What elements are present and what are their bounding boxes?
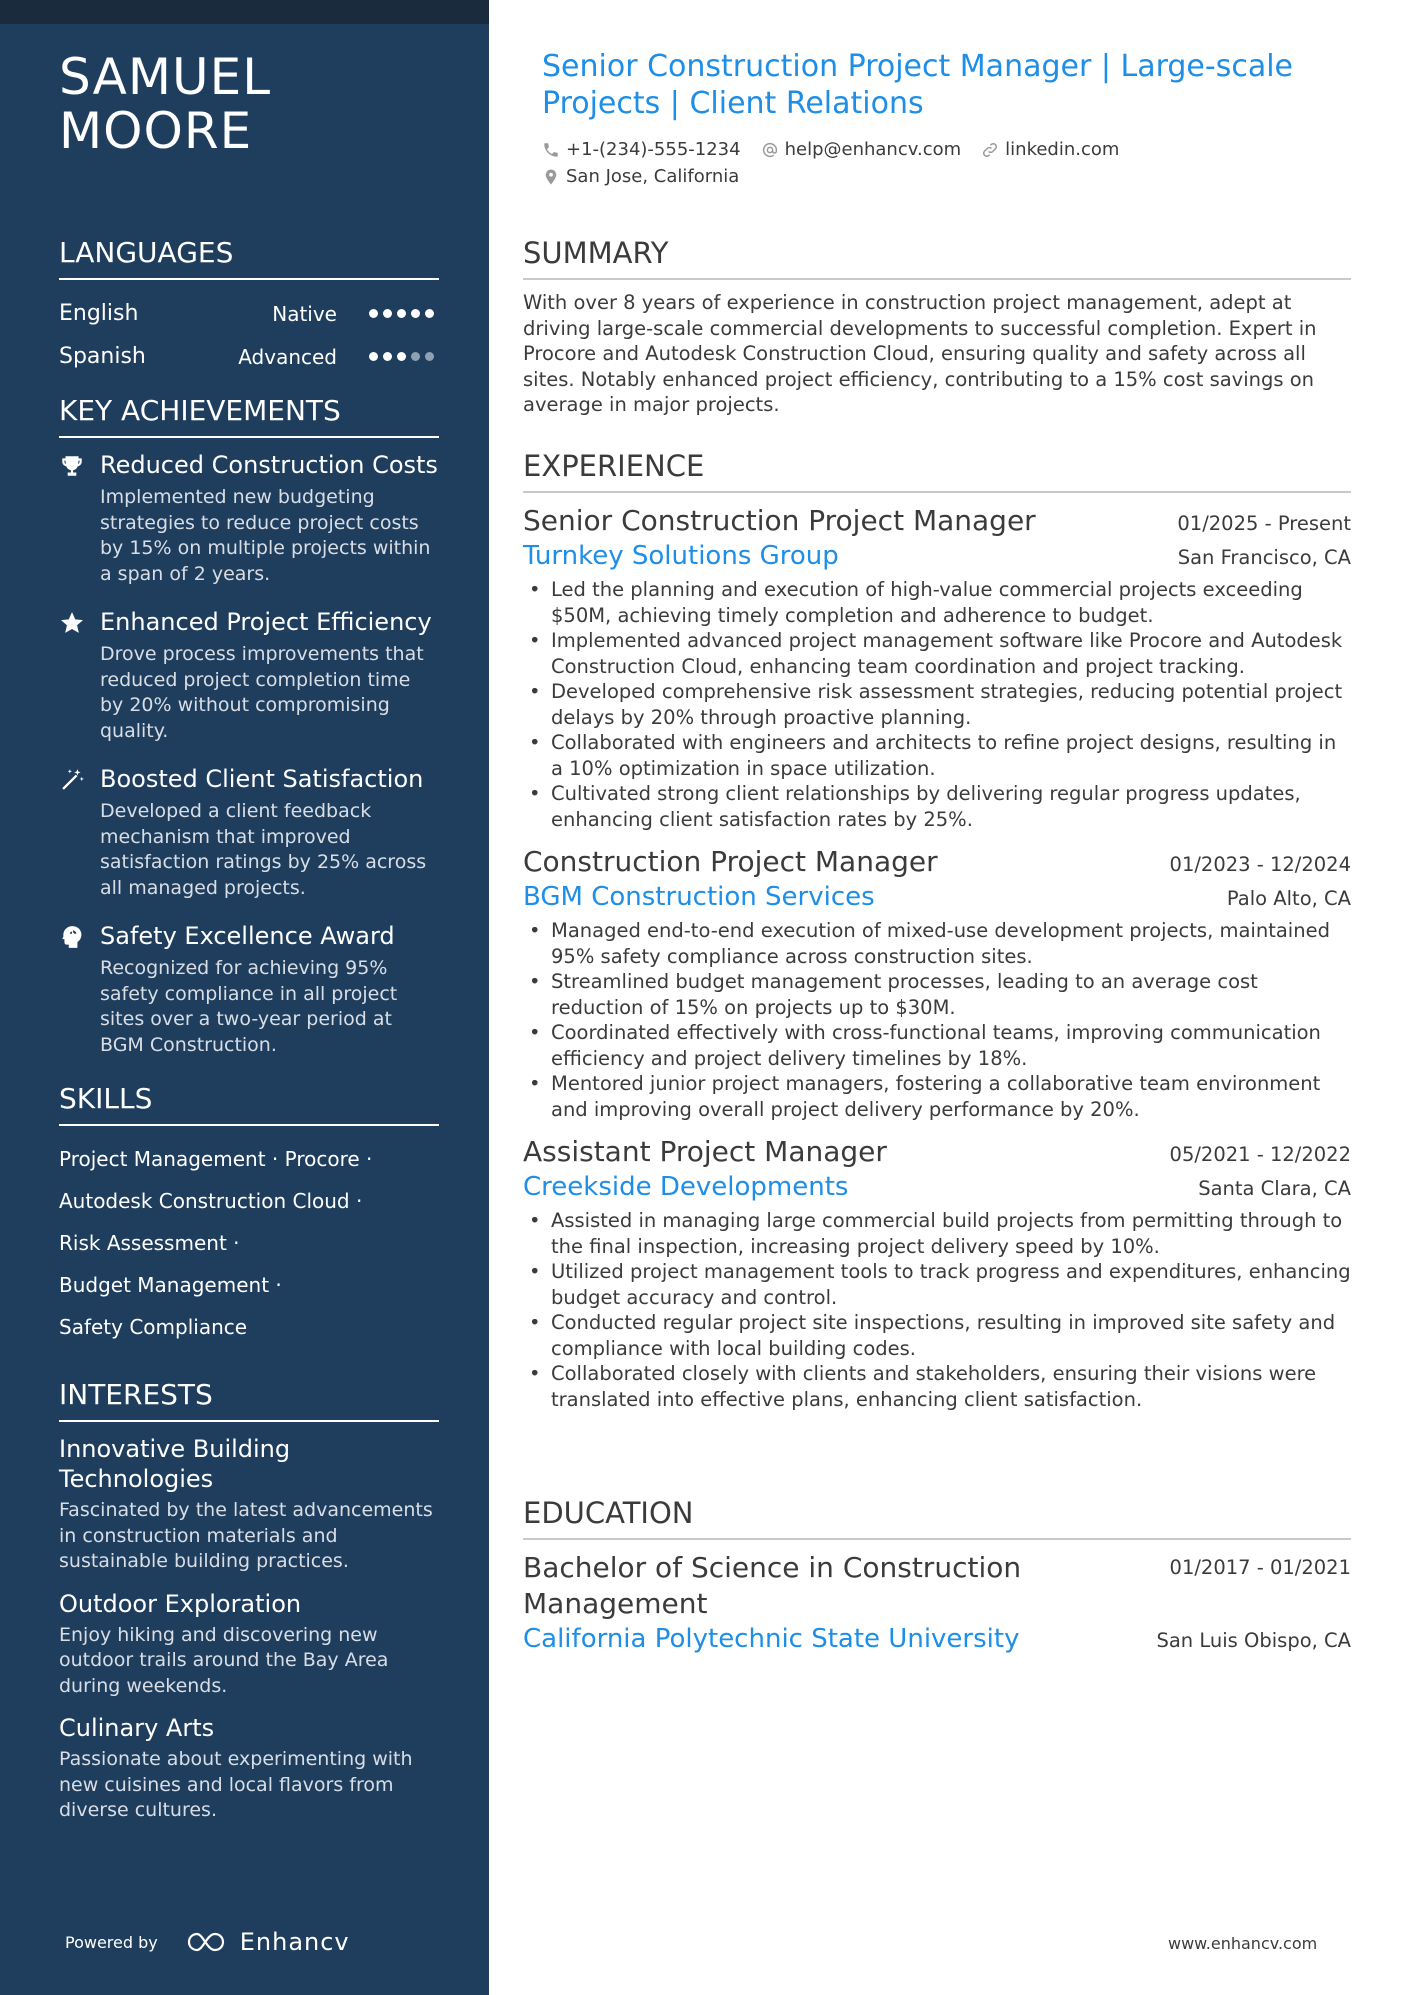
education-title: EDUCATION — [523, 1496, 1351, 1540]
phone-icon — [542, 141, 560, 159]
skill-line: Budget Management · — [59, 1273, 282, 1297]
experience-title: EXPERIENCE — [523, 449, 1351, 493]
job-entry — [523, 503, 1351, 832]
at-sign-icon — [761, 141, 779, 159]
language-level: Native — [272, 301, 337, 326]
job-dates: 01/2025 - Present — [1177, 512, 1351, 535]
interest-item — [59, 1434, 439, 1575]
candidate-name — [59, 50, 439, 158]
language-row — [59, 335, 439, 378]
dot-filled — [397, 352, 406, 361]
dot-filled — [397, 309, 406, 318]
phone-text: +1-(234)-555-1234 — [566, 139, 741, 160]
dot-filled — [369, 352, 378, 361]
interest-description: Enjoy hiking and discovering new outdoor trails around the Bay Area during weekends. — [59, 1623, 389, 1697]
job-bullets — [523, 1208, 1351, 1412]
dot-filled — [369, 309, 378, 318]
interests-section — [59, 1378, 439, 1838]
job-dates: 05/2021 - 12/2022 — [1169, 1143, 1351, 1166]
sidebar — [0, 0, 489, 1995]
interest-title: Outdoor Exploration — [59, 1589, 302, 1618]
first-name: SAMUEL — [59, 48, 272, 106]
job-bullet: • Coordinated effectively with cross-functional teams, improving communication efficiency and project delivery timelines by 18%. — [523, 1020, 1351, 1071]
summary-text: With over 8 years of experience in construction project management, adept at driving large-scale commercial developments to successful completion. Expert in Procore and Autodesk Construction Cloud, ensuring quality and safety across all sites. Notably enhanced project efficiency, contributing to a 15% cost savings on average in major projects. — [523, 291, 1317, 416]
job-role: Assistant Project Manager — [523, 1135, 887, 1168]
job-location: Santa Clara, CA — [1198, 1177, 1351, 1200]
education-school[interactable]: California Polytechnic State University — [523, 1624, 1020, 1654]
achievement-description: Developed a client feedback mechanism that improved satisfaction ratings by 25% across all managed projects. — [100, 800, 427, 899]
linkedin-item[interactable] — [981, 139, 1119, 160]
location-pin-icon — [542, 168, 560, 186]
powered-by-label: Powered by — [65, 1932, 158, 1952]
achievement-description: Drove process improvements that reduced project completion time by 20% without compromising quality. — [100, 643, 424, 742]
interest-title: Innovative Building Technologies — [59, 1435, 291, 1493]
sidebar-top-strip — [0, 0, 489, 24]
dot-empty — [425, 352, 434, 361]
job-entry — [523, 844, 1351, 1122]
job-company[interactable]: Creekside Developments — [523, 1172, 849, 1202]
job-bullet: • Implemented advanced project management software like Procore and Autodesk Construction Cloud, enhancing team coordination and project tracking. — [523, 628, 1351, 679]
linkedin-text: linkedin.com — [1005, 139, 1120, 160]
contact-info — [542, 136, 1119, 190]
job-company[interactable]: BGM Construction Services — [523, 882, 875, 912]
interest-item — [59, 1589, 439, 1700]
phone-item[interactable] — [542, 139, 741, 160]
achievements-title: KEY ACHIEVEMENTS — [59, 394, 439, 438]
link-icon — [981, 141, 999, 159]
achievement-item — [59, 607, 439, 744]
location-text: San Jose, California — [566, 166, 740, 187]
dot-filled — [425, 309, 434, 318]
job-company[interactable]: Turnkey Solutions Group — [523, 541, 839, 571]
achievement-item — [59, 921, 439, 1058]
interest-description: Fascinated by the latest advancements in construction materials and sustainable building practices. — [59, 1499, 433, 1572]
interest-title: Culinary Arts — [59, 1714, 215, 1742]
achievement-item — [59, 450, 439, 587]
achievement-item — [59, 764, 439, 901]
achievement-title: Enhanced Project Efficiency — [100, 608, 432, 636]
job-bullet: • Collaborated with engineers and architects to refine project designs, resulting in a 10% optimization in space utilization. — [523, 730, 1351, 781]
education-dates: 01/2017 - 01/2021 — [1169, 1556, 1351, 1579]
footer-website[interactable]: www.enhancv.com — [1168, 1934, 1318, 1953]
achievement-title: Reduced Construction Costs — [100, 451, 438, 479]
skill-line: Risk Assessment · — [59, 1231, 240, 1255]
job-bullet: • Mentored junior project managers, fostering a collaborative team environment and improving overall project delivery performance by 20%. — [523, 1071, 1351, 1122]
dot-filled — [411, 309, 420, 318]
star-icon — [59, 610, 85, 636]
infinity-logo-icon — [186, 1930, 232, 1954]
achievement-title: Boosted Client Satisfaction — [100, 765, 424, 793]
job-bullets — [523, 577, 1351, 832]
job-bullet: • Developed comprehensive risk assessment strategies, reducing potential project delays by 20% through proactive planning. — [523, 679, 1351, 730]
brand-name: Enhancv — [239, 1928, 350, 1956]
achievement-description: Implemented new budgeting strategies to reduce project costs by 15% on multiple projects within a span of 2 years. — [100, 486, 431, 585]
location-item — [542, 166, 739, 187]
job-entry — [523, 1134, 1351, 1412]
job-bullet: • Streamlined budget management processes, leading to an average cost reduction of 15% on projects up to $30M. — [523, 969, 1351, 1020]
job-role: Senior Construction Project Manager — [523, 504, 1036, 537]
job-dates: 01/2023 - 12/2024 — [1169, 853, 1351, 876]
education-location: San Luis Obispo, CA — [1156, 1629, 1351, 1652]
languages-section — [59, 236, 439, 378]
powered-by — [65, 1928, 350, 1956]
job-bullet: • Managed end-to-end execution of mixed-use development projects, maintained 95% safety compliance across construction sites. — [523, 918, 1351, 969]
last-name: MOORE — [59, 102, 253, 160]
achievement-title: Safety Excellence Award — [100, 922, 395, 950]
dot-filled — [383, 352, 392, 361]
job-bullet: • Collaborated closely with clients and stakeholders, ensuring their visions were translated into effective plans, enhancing client satisfaction. — [523, 1361, 1351, 1412]
interest-description: Passionate about experimenting with new cuisines and local flavors from diverse cultures. — [59, 1748, 413, 1821]
achievement-description: Recognized for achieving 95% safety compliance in all project sites over a two-year period at BGM Construction. — [100, 957, 398, 1056]
achievements-section — [59, 394, 439, 1078]
job-bullets — [523, 918, 1351, 1122]
proficiency-dots — [369, 352, 439, 361]
trophy-icon — [59, 453, 85, 479]
skill-line: Autodesk Construction Cloud · — [59, 1189, 363, 1213]
brain-icon — [59, 924, 85, 950]
dot-empty — [411, 352, 420, 361]
language-row — [59, 292, 439, 335]
headline: Senior Construction Project Manager | Large-scale Projects | Client Relations — [542, 49, 1294, 121]
interest-item — [59, 1713, 439, 1824]
interests-title: INTERESTS — [59, 1378, 439, 1422]
languages-title: LANGUAGES — [59, 236, 439, 280]
proficiency-dots — [369, 309, 439, 318]
skill-line: Safety Compliance — [59, 1315, 248, 1339]
education-degree: Bachelor of Science in Construction Management — [523, 1551, 1022, 1620]
experience-section — [523, 449, 1351, 1424]
skills-title: SKILLS — [59, 1082, 439, 1126]
job-bullet: • Led the planning and execution of high-value commercial projects exceeding $50M, achieving timely completion and adherence to budget. — [523, 577, 1351, 628]
skill-line: Project Management · Procore · — [59, 1147, 373, 1171]
education-section — [523, 1496, 1351, 1656]
job-location: Palo Alto, CA — [1226, 887, 1351, 910]
job-bullet: • Cultivated strong client relationships by delivering regular progress updates, enhancing client satisfaction rates by 25%. — [523, 781, 1351, 832]
language-name: Spanish — [59, 344, 146, 369]
skills-section — [59, 1082, 439, 1348]
job-bullet: • Utilized project management tools to track progress and expenditures, enhancing budget accuracy and control. — [523, 1259, 1351, 1310]
email-item[interactable] — [761, 139, 962, 160]
email-text: help@enhancv.com — [784, 139, 962, 160]
job-role: Construction Project Manager — [523, 845, 938, 878]
summary-title: SUMMARY — [523, 236, 1351, 280]
job-bullet: • Conducted regular project site inspections, resulting in improved site safety and compliance with local building codes. — [523, 1310, 1351, 1361]
magic-wand-icon — [59, 767, 85, 793]
dot-filled — [383, 309, 392, 318]
job-location: San Francisco, CA — [1177, 546, 1351, 569]
language-level: Advanced — [238, 344, 337, 369]
summary-section — [523, 236, 1351, 418]
enhancv-logo[interactable] — [186, 1928, 350, 1956]
language-name: English — [59, 301, 139, 326]
job-bullet: • Assisted in managing large commercial build projects from permitting through to the final inspection, increasing project delivery speed by 10%. — [523, 1208, 1351, 1259]
